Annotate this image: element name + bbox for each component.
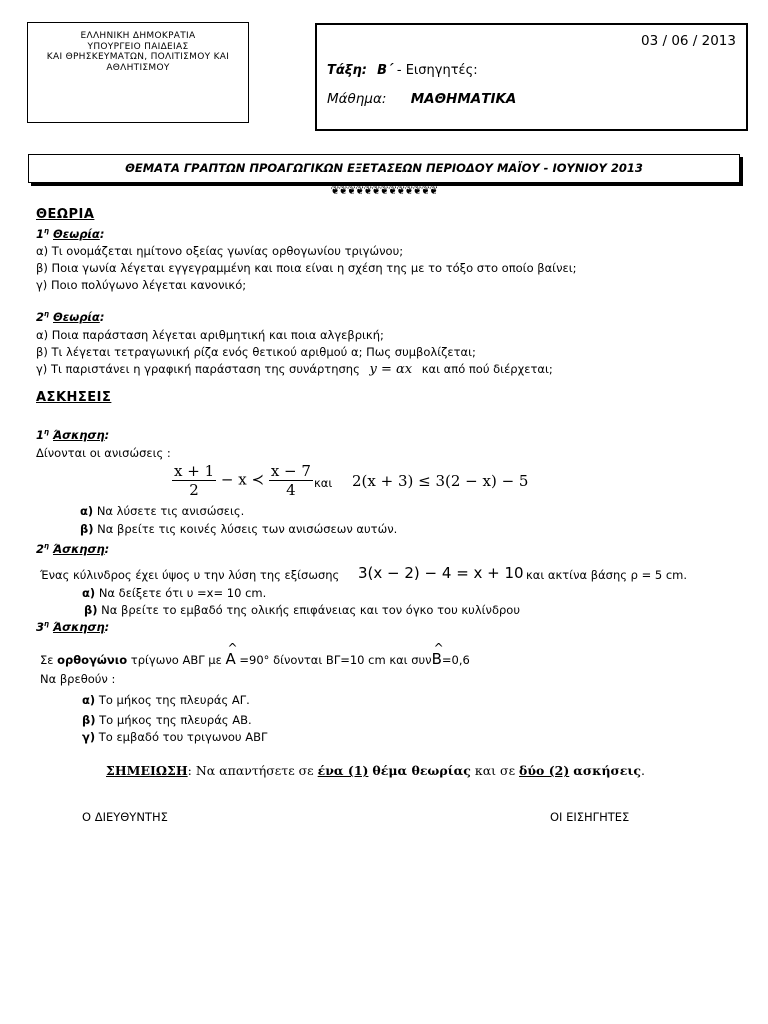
title-box	[28, 154, 740, 183]
exercise-3-b-label: β)	[82, 713, 96, 727]
fraction-1-numerator: x + 1	[174, 462, 215, 480]
exercise-2-text: Άσκηση	[53, 542, 105, 556]
exercise-2-number: 2	[36, 542, 45, 556]
teachers-label: - Εισηγητές:	[396, 63, 478, 78]
exercise-3-c-text: Το εμβαδό του τριγωνου ΑΒΓ	[98, 730, 268, 744]
theory-1-item-b: β) Ποια γωνία λέγεται εγγεγραμμένη και ποια είναι η σχέση της με το τόξο στο οποίο βαίνει;	[36, 261, 577, 275]
exercise-1-sup: η	[44, 428, 49, 437]
exercise-2-label: $2^\eta$ Άσκηση:	[36, 542, 110, 556]
class-label: Τάξη:	[327, 63, 367, 78]
exercise-3-part: =90° δίνονται ΒΓ=10 cm και συν	[239, 653, 432, 667]
exercise-3-item-b	[82, 713, 252, 727]
theory-2-number: 2	[36, 310, 45, 324]
theory-2-item-a: α) Ποια παράσταση λέγεται αριθμητική και ποια αλγεβρική;	[36, 328, 384, 342]
exercise-1-text: Άσκηση	[53, 428, 105, 442]
class-line	[327, 63, 478, 78]
inequality-1	[172, 462, 313, 499]
linear-function-formula: y = αx	[369, 362, 413, 377]
note-bold: ασκήσεις	[573, 763, 642, 778]
exercise-3-part: Σε	[40, 653, 54, 667]
ministry-text	[28, 23, 248, 73]
exercise-3-part: τρίγωνο ΑΒΓ με	[130, 653, 222, 667]
note-bold: θέμα θεωρίας	[372, 763, 471, 778]
ministry-line: ΚΑΙ ΘΡΗΣΚΕΥΜΑΤΩΝ, ΠΟΛΙΤΙΣΜΟΥ ΚΑΙ	[46, 52, 230, 62]
exercise-3-item-c	[82, 730, 267, 744]
theory-2-text: Θεωρία	[53, 310, 100, 324]
theory-1-item-c: γ) Ποιο πολύγωνο λέγεται κανονικό;	[36, 278, 247, 292]
exercises-heading: ΑΣΚΗΣΕΙΣ	[36, 390, 112, 405]
exercise-1-a-text: Να λύσετε τις ανισώσεις.	[96, 504, 245, 518]
exercise-3-b-text: Το μήκος της πλευράς ΑΒ.	[99, 713, 252, 727]
ministry-line: ΑΘΛΗΤΙΣΜΟΥ	[106, 62, 170, 73]
cylinder-equation: 3(x − 2) − 4 = x + 10	[358, 564, 524, 582]
director-signature: Ο ΔΙΕΥΘΥΝΤΗΣ	[82, 810, 168, 824]
exercise-2-text-pre: Ένας κύλινδρος έχει ύψος υ την λύση της εξίσωσης	[40, 568, 340, 582]
exercise-2-a-text: Να δείξετε ότι υ =x= 10 cm.	[98, 586, 267, 600]
exercise-3-a-label: α)	[82, 693, 96, 707]
exercise-3-sup: η	[44, 620, 49, 629]
exercise-3-statement	[40, 652, 470, 667]
exercise-1-number: 1	[36, 428, 45, 442]
exercise-2-sup: η	[44, 542, 49, 551]
note-text: : Να απαντήσετε σε	[187, 763, 314, 778]
exercise-3-label: $3^\eta$ Άσκηση:	[36, 620, 110, 634]
note-label: ΣΗΜΕΙΩΣΗ	[106, 763, 188, 778]
exercise-1-a-label: α)	[80, 504, 94, 518]
theory-2-item-b: β) Τι λέγεται τετραγωνική ρίζα ενός θετικού αριθμού α; Πως συμβολίζεται;	[36, 345, 476, 359]
ministry-box	[27, 22, 249, 123]
theory-2-item-c-text: γ) Τι παριστάνει η γραφική παράσταση της συνάρτησης	[36, 362, 360, 376]
exercise-3-find: Να βρεθούν :	[40, 672, 116, 686]
exercise-1-b-label: β)	[80, 522, 94, 536]
theory-1-sup: η	[44, 227, 49, 236]
subject-line	[327, 91, 516, 107]
theory-1-text: Θεωρία	[53, 227, 100, 241]
exercise-1-intro: Δίνονται οι ανισώσεις :	[36, 446, 171, 460]
class-value: Β΄	[377, 63, 393, 78]
exercise-1-item-a	[80, 504, 244, 518]
fraction-2-denominator: 4	[286, 481, 296, 499]
ministry-line: ΕΛΛΗΝΙΚΗ ΔΗΜΟΚΡΑΤΙΑ	[80, 31, 196, 41]
teachers-signature: ΟΙ ΕΙΣΗΓΗΤΕΣ	[550, 810, 630, 824]
right-triangle-word: ορθογώνιο	[57, 653, 128, 667]
note-text: και σε	[474, 763, 516, 778]
exercise-1-label: $1^\eta$ Άσκηση:	[36, 428, 110, 442]
exercise-2-text-post: και ακτίνα βάσης ρ = 5 cm.	[526, 568, 688, 582]
angle-a: ^ A	[225, 652, 235, 666]
exercise-3-text: Άσκηση	[53, 620, 105, 634]
ornament-divider: ❦❦❦❦❦❦❦❦❦❦❦❦❦	[330, 184, 438, 197]
theory-heading: ΘΕΩΡΙΑ	[36, 207, 95, 222]
exercise-3-number: 3	[36, 620, 45, 634]
exercise-2-item-a	[82, 586, 266, 600]
subject-label: Μάθημα:	[327, 91, 387, 107]
theory-2-item-c-end: και από πού διέρχεται;	[421, 362, 553, 376]
theory-1-item-a: α) Τι ονομάζεται ημίτονο οξείας γωνίας ορθογωνίου τριγώνου;	[36, 244, 404, 258]
exercise-2-item-b	[84, 603, 520, 617]
theory-2-item-c	[36, 362, 553, 377]
exercise-1-b-text: Να βρείτε τις κοινές λύσεις των ανισώσεων αυτών.	[97, 522, 398, 536]
inequality-2: 2(x + 3) ≤ 3(2 − x) − 5	[352, 472, 529, 490]
note-bold: δύο (2)	[519, 763, 570, 778]
fraction-1	[172, 462, 216, 499]
exam-title: ΘΕΜΑΤΑ ΓΡΑΠΤΩΝ ΠΡΟΑΓΩΓΙΚΩΝ ΕΞΕΤΑΣΕΩΝ ΠΕΡΙΟΔΟΥ ΜΑΪΟΥ - ΙΟΥΝΙΟΥ 2013	[125, 161, 643, 175]
exercise-1-item-b	[80, 522, 397, 536]
ministry-line: ΥΠΟΥΡΓΕΙΟ ΠΑΙΔΕΙΑΣ	[87, 41, 189, 52]
exercise-2-b-label: β)	[84, 603, 98, 617]
exercise-3-a-text: Το μήκος της πλευράς ΑΓ.	[98, 693, 250, 707]
exercise-3-item-a	[82, 693, 250, 707]
fraction-1-denominator: 2	[189, 481, 199, 499]
and-word: και	[314, 476, 333, 490]
exercise-3-part: =0,6	[441, 653, 470, 667]
class-info-box	[315, 23, 748, 131]
subject-value: ΜΑΘΗΜΑΤΙΚΑ	[410, 91, 517, 107]
theory-2-label: $2^\eta$ Θεωρία:	[36, 310, 105, 324]
theory-2-sup: η	[44, 310, 49, 319]
theory-1-label: $1^\eta$ Θεωρία:	[36, 227, 105, 241]
exercise-3-c-label: γ)	[82, 730, 96, 744]
angle-b: ^ B	[432, 652, 442, 666]
note-end: .	[641, 763, 646, 778]
inequality-1-middle: − x ≺	[220, 470, 265, 489]
exercise-2-b-text: Να βρείτε το εμβαδό της ολικής επιφάνειας και τον όγκο του κυλίνδρου	[101, 603, 520, 617]
fraction-2-numerator: x − 7	[270, 462, 311, 480]
fraction-2	[269, 462, 313, 499]
exam-date: 03 / 06 / 2013	[641, 33, 736, 49]
exercise-2-a-label: α)	[82, 586, 96, 600]
note-bold: ένα (1)	[317, 763, 369, 778]
theory-1-number: 1	[36, 227, 45, 241]
note-line	[106, 763, 645, 778]
